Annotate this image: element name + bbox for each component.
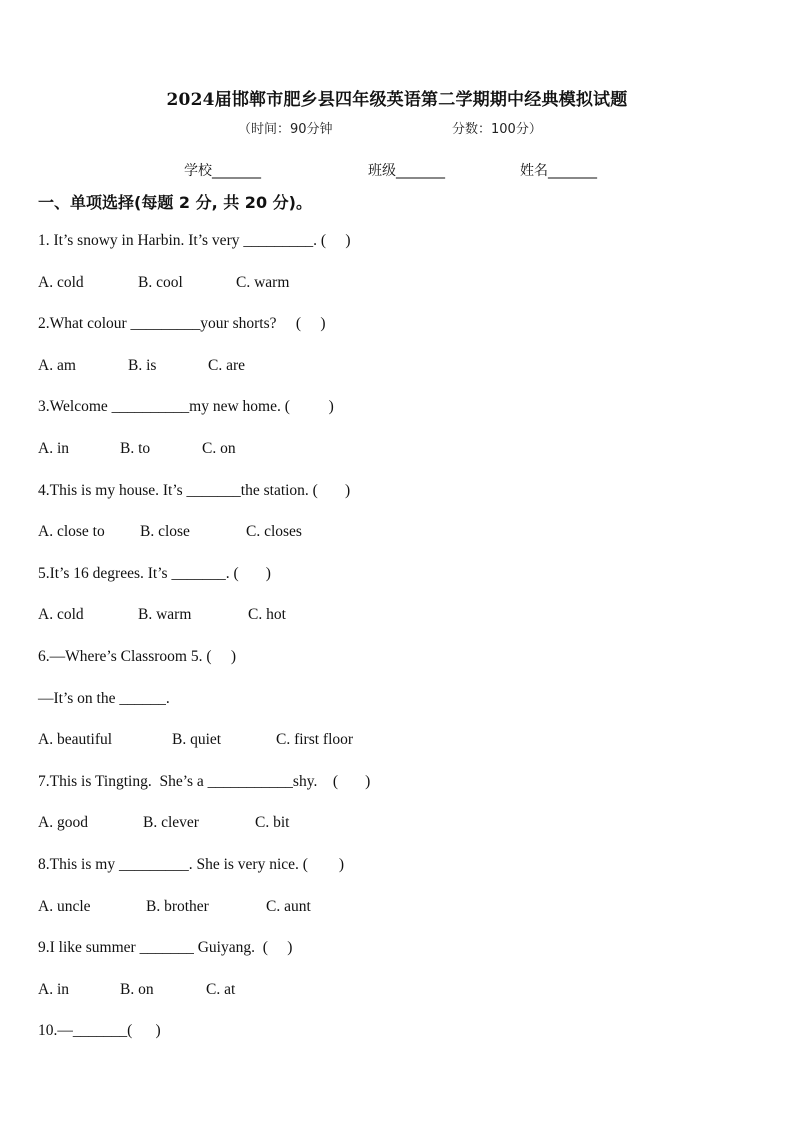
- answer-option: B. quiet: [172, 731, 222, 749]
- exam-title: 2024届邯郸市肥乡县四年级英语第二学期期中经典模拟试题: [166, 90, 628, 110]
- question-text: 5.It’s 16 degrees. It’s _______. ( ): [38, 564, 271, 582]
- question-text: 7.This is Tingting. She’s a ___________shy. ( ): [38, 772, 371, 790]
- answer-option: A. in: [38, 980, 69, 998]
- answer-options: [38, 274, 538, 296]
- answer-option: A. am: [38, 356, 76, 374]
- exam-score: 分数：100分）: [452, 122, 542, 137]
- section-heading: 一、单项选择(每题 2 分, 共 20 分)。: [38, 193, 312, 212]
- answer-option: A. good: [38, 814, 88, 832]
- question-text: 8.This is my _________. She is very nice. ( ): [38, 856, 345, 873]
- question-text: 2.What colour _________your shorts? ( ): [38, 315, 326, 333]
- answer-option: A. in: [38, 440, 69, 457]
- answer-options: [38, 814, 538, 836]
- answer-option: B. brother: [146, 897, 209, 915]
- answer-option: C. bit: [255, 814, 290, 832]
- answer-options: [38, 898, 538, 920]
- exam-time: （时间：90分钟: [238, 122, 333, 137]
- answer-option: B. warm: [138, 606, 192, 624]
- answer-option: C. on: [202, 440, 236, 457]
- answer-option: B. close: [140, 523, 190, 541]
- answer-option: B. cool: [138, 273, 183, 291]
- question-text: 4.This is my house. It’s _______the station. ( ): [38, 481, 351, 499]
- answer-option: B. is: [128, 356, 157, 374]
- answer-option: A. cold: [38, 606, 84, 624]
- answer-options: [38, 523, 538, 545]
- question-text: —It’s on the ______.: [38, 689, 170, 707]
- question-text: 6.—Where’s Classroom 5. ( ): [38, 648, 237, 665]
- name-field: 姓名_______: [520, 163, 597, 179]
- question-text: 3.Welcome __________my new home. ( ): [38, 398, 334, 416]
- question-text: 1. It’s snowy in Harbin. It’s very _________. ( ): [38, 232, 351, 249]
- answer-option: C. are: [208, 356, 246, 374]
- answer-options: [38, 981, 538, 1003]
- answer-option: B. on: [120, 980, 154, 998]
- answer-option: C. at: [206, 980, 236, 998]
- answer-option: B. clever: [143, 814, 199, 832]
- school-field: 学校_______: [184, 163, 261, 179]
- question-text: 10.—_______( ): [38, 1022, 161, 1040]
- answer-option: A. close to: [38, 523, 105, 541]
- answer-options: [38, 440, 538, 462]
- answer-option: B. to: [120, 440, 151, 457]
- class-field: 班级_______: [368, 163, 445, 179]
- answer-option: C. aunt: [266, 897, 311, 915]
- answer-options: [38, 357, 538, 379]
- answer-option: A. cold: [38, 273, 84, 291]
- question-text: 9.I like summer _______ Guiyang. ( ): [38, 939, 293, 957]
- answer-option: C. warm: [236, 273, 290, 291]
- answer-option: C. first floor: [276, 731, 354, 749]
- answer-option: A. beautiful: [38, 731, 113, 749]
- answer-options: [38, 731, 538, 753]
- answer-option: C. closes: [246, 523, 302, 541]
- answer-option: A. uncle: [38, 897, 91, 915]
- answer-options: [38, 606, 538, 628]
- answer-option: C. hot: [248, 606, 286, 624]
